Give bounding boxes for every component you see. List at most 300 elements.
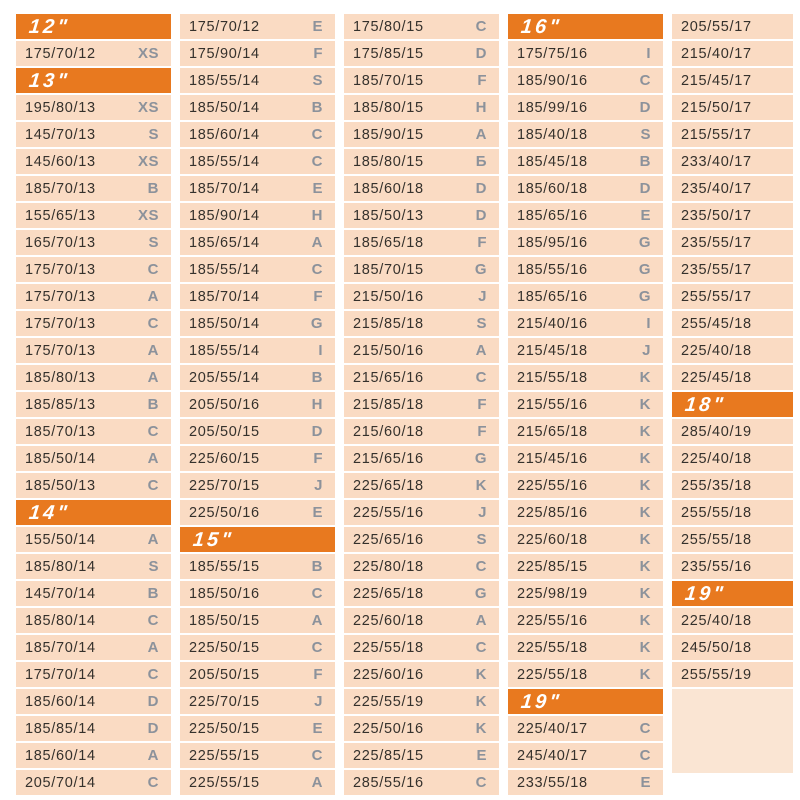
tire-size-value: 155/50/14: [25, 531, 96, 548]
tire-size-row: [508, 527, 663, 552]
index-code-value: F: [477, 423, 487, 440]
index-code-value: S: [476, 531, 487, 548]
tire-size-value: 185/80/14: [25, 558, 96, 575]
index-code-value: C: [147, 774, 159, 791]
diameter-header-label: 15": [191, 528, 235, 551]
index-code-value: K: [639, 531, 651, 548]
tire-size-value: 175/70/13: [25, 342, 96, 359]
tire-size-value: 225/65/18: [353, 477, 424, 494]
tire-size-value: 145/70/13: [25, 126, 96, 143]
index-code-value: H: [311, 207, 323, 224]
index-code-value: D: [147, 720, 159, 737]
index-code-value: B: [639, 153, 651, 170]
tire-size-value: 225/65/18: [353, 585, 424, 602]
tire-size-row: [344, 176, 499, 201]
tire-size-row: [508, 392, 663, 417]
index-code-value: K: [475, 477, 487, 494]
tire-size-row: [672, 338, 793, 363]
tire-size-row: [508, 608, 663, 633]
index-code-value: F: [477, 234, 487, 251]
tire-size-value: 205/55/14: [189, 369, 260, 386]
tire-size-value: 225/50/16: [353, 720, 424, 737]
tire-size-value: 185/70/13: [25, 180, 96, 197]
tire-size-value: 175/70/13: [25, 315, 96, 332]
tire-size-value: 185/55/14: [189, 72, 260, 89]
index-code-value: C: [639, 72, 651, 89]
tire-size-value: 225/50/16: [189, 504, 260, 521]
tire-size-value: 185/45/18: [517, 153, 588, 170]
diameter-section-header: [16, 500, 171, 525]
index-code-value: S: [148, 558, 159, 575]
index-code-value: K: [639, 639, 651, 656]
tire-size-row: [344, 635, 499, 660]
tire-size-value: 225/70/15: [189, 477, 260, 494]
index-code-value: XS: [137, 99, 159, 116]
index-code-value: K: [639, 612, 651, 629]
index-code-value: A: [147, 531, 159, 548]
index-code-value: K: [639, 504, 651, 521]
tire-size-value: 185/85/13: [25, 396, 96, 413]
tire-size-row: [672, 473, 793, 498]
tire-size-value: 235/50/17: [681, 207, 752, 224]
tire-size-row: [344, 581, 499, 606]
tire-size-value: 205/50/15: [189, 666, 260, 683]
tire-size-value: 185/65/16: [517, 288, 588, 305]
index-code-value: J: [478, 288, 487, 305]
index-code-value: B: [311, 369, 323, 386]
diameter-section-header: [508, 14, 663, 39]
tire-size-row: [344, 743, 499, 768]
tire-size-row: [16, 689, 171, 714]
index-code-value: S: [312, 72, 323, 89]
index-code-value: D: [639, 99, 651, 116]
index-code-value: J: [478, 504, 487, 521]
tire-size-value: 205/50/15: [189, 423, 260, 440]
index-code-value: G: [474, 585, 487, 602]
index-code-value: S: [640, 126, 651, 143]
tire-size-row: [16, 338, 171, 363]
tire-size-row: [180, 149, 335, 174]
tire-size-value: 205/70/14: [25, 774, 96, 791]
tire-size-value: 235/55/16: [681, 558, 752, 575]
tire-size-value: 185/70/13: [25, 423, 96, 440]
tire-size-value: 225/55/16: [517, 477, 588, 494]
index-code-value: C: [311, 153, 323, 170]
tire-size-value: 185/60/18: [353, 180, 424, 197]
tire-size-value: 225/45/18: [681, 369, 752, 386]
tire-size-row: [508, 284, 663, 309]
size-column-2: [180, 14, 335, 800]
tire-size-value: 145/60/13: [25, 153, 96, 170]
tire-size-value: 185/90/14: [189, 207, 260, 224]
tire-size-value: 175/80/15: [353, 18, 424, 35]
tire-size-row: [180, 14, 335, 39]
tire-size-value: 225/85/15: [353, 747, 424, 764]
tire-size-row: [16, 662, 171, 687]
tire-size-value: 225/55/16: [517, 612, 588, 629]
tire-size-value: 185/50/16: [189, 585, 260, 602]
tire-size-value: 185/95/16: [517, 234, 588, 251]
tire-size-row: [672, 203, 793, 228]
index-code-value: E: [312, 18, 323, 35]
index-code-value: F: [313, 666, 323, 683]
tire-size-value: 225/40/18: [681, 450, 752, 467]
tire-size-value: 235/55/17: [681, 261, 752, 278]
tire-size-row: [344, 41, 499, 66]
tire-size-row: [16, 122, 171, 147]
tire-size-value: 225/55/15: [189, 774, 260, 791]
index-code-value: C: [147, 261, 159, 278]
diameter-section-header: [672, 581, 793, 606]
tire-size-row: [16, 770, 171, 795]
tire-size-row: [508, 176, 663, 201]
index-code-value: D: [475, 180, 487, 197]
tire-size-row: [16, 95, 171, 120]
index-code-value: G: [474, 450, 487, 467]
index-code-value: C: [311, 747, 323, 764]
index-code-value: D: [311, 423, 323, 440]
index-code-value: A: [475, 342, 487, 359]
tire-size-row: [344, 149, 499, 174]
tire-size-value: 175/70/12: [25, 45, 96, 62]
tire-size-row: [16, 608, 171, 633]
tire-size-row: [508, 365, 663, 390]
tire-size-row: [508, 662, 663, 687]
tire-size-value: 185/65/14: [189, 234, 260, 251]
index-code-value: A: [147, 450, 159, 467]
index-code-value: D: [475, 207, 487, 224]
tire-size-value: 225/50/15: [189, 720, 260, 737]
tire-size-row: [344, 500, 499, 525]
tire-size-value: 215/85/18: [353, 315, 424, 332]
tire-size-row: [344, 95, 499, 120]
index-code-value: C: [639, 720, 651, 737]
index-code-value: F: [477, 72, 487, 89]
tire-size-value: 185/70/14: [189, 180, 260, 197]
index-code-value: J: [314, 477, 323, 494]
index-code-value: B: [147, 180, 159, 197]
index-code-value: I: [318, 342, 323, 359]
tire-size-value: 215/50/17: [681, 99, 752, 116]
tire-size-row: [16, 527, 171, 552]
tire-size-value: 235/55/17: [681, 234, 752, 251]
tire-size-value: 215/55/18: [517, 369, 588, 386]
tire-size-value: 225/40/18: [681, 612, 752, 629]
tire-size-row: [180, 95, 335, 120]
tire-size-row: [344, 68, 499, 93]
tire-size-row: [180, 257, 335, 282]
tire-size-row: [180, 608, 335, 633]
tire-size-value: 185/55/14: [189, 261, 260, 278]
tire-size-row: [508, 230, 663, 255]
index-code-value: A: [475, 126, 487, 143]
tire-size-value: 245/50/18: [681, 639, 752, 656]
tire-size-row: [672, 419, 793, 444]
tire-size-value: 255/55/18: [681, 531, 752, 548]
index-code-value: A: [147, 639, 159, 656]
tire-size-value: 205/55/17: [681, 18, 752, 35]
tire-size-row: [508, 203, 663, 228]
tire-size-row: [344, 689, 499, 714]
index-code-value: XS: [137, 153, 159, 170]
tire-size-row: [16, 257, 171, 282]
tire-size-row: [16, 581, 171, 606]
tire-size-value: 185/90/15: [353, 126, 424, 143]
tire-size-row: [180, 716, 335, 741]
index-code-value: C: [311, 639, 323, 656]
index-code-value: K: [475, 666, 487, 683]
tire-size-value: 185/65/18: [353, 234, 424, 251]
index-code-value: C: [147, 423, 159, 440]
index-code-value: J: [314, 693, 323, 710]
index-code-value: A: [147, 747, 159, 764]
index-code-value: C: [639, 747, 651, 764]
tire-size-value: 185/55/15: [189, 558, 260, 575]
tire-size-value: 185/80/13: [25, 369, 96, 386]
tire-size-row: [180, 365, 335, 390]
index-code-value: K: [639, 666, 651, 683]
size-column-5: [672, 14, 793, 800]
tire-size-value: 225/55/18: [353, 639, 424, 656]
index-code-value: A: [311, 612, 323, 629]
tire-size-row: [672, 95, 793, 120]
index-code-value: C: [147, 315, 159, 332]
tire-size-row: [344, 446, 499, 471]
tire-size-row: [344, 392, 499, 417]
tire-size-value: 225/40/18: [681, 342, 752, 359]
tire-size-value: 215/40/16: [517, 315, 588, 332]
tire-size-row: [344, 284, 499, 309]
tire-size-row: [344, 419, 499, 444]
tire-size-value: 205/50/16: [189, 396, 260, 413]
tire-size-row: [508, 68, 663, 93]
tire-size-row: [344, 230, 499, 255]
tire-size-value: 185/65/16: [517, 207, 588, 224]
tire-size-row: [344, 311, 499, 336]
tire-size-value: 225/98/19: [517, 585, 588, 602]
tire-size-value: 185/80/14: [25, 612, 96, 629]
tire-size-row: [16, 365, 171, 390]
tire-size-value: 155/65/13: [25, 207, 96, 224]
tire-size-value: 225/55/18: [517, 666, 588, 683]
tire-size-value: 215/60/18: [353, 423, 424, 440]
tire-size-value: 185/70/14: [25, 639, 96, 656]
tire-size-row: [672, 635, 793, 660]
index-code-value: I: [646, 315, 651, 332]
tire-size-value: 215/55/17: [681, 126, 752, 143]
tire-size-row: [508, 635, 663, 660]
tire-size-value: 225/55/19: [353, 693, 424, 710]
index-code-value: S: [476, 315, 487, 332]
tire-size-value: 185/99/16: [517, 99, 588, 116]
tire-size-value: 285/55/16: [353, 774, 424, 791]
index-code-value: E: [640, 207, 651, 224]
tire-size-row: [180, 635, 335, 660]
diameter-header-label: 18": [683, 393, 727, 416]
tire-size-value: 175/70/12: [189, 18, 260, 35]
tire-size-value: 225/60/18: [517, 531, 588, 548]
index-code-value: S: [148, 234, 159, 251]
tire-size-row: [672, 230, 793, 255]
index-code-value: F: [313, 45, 323, 62]
index-code-value: A: [311, 774, 323, 791]
index-code-value: D: [475, 45, 487, 62]
tire-size-row: [180, 770, 335, 795]
tire-size-row: [672, 122, 793, 147]
tire-size-row: [672, 662, 793, 687]
tire-size-row: [672, 149, 793, 174]
tire-size-row: [344, 527, 499, 552]
tire-size-value: 225/55/16: [353, 504, 424, 521]
tire-size-value: 185/50/15: [189, 612, 260, 629]
tire-size-row: [672, 554, 793, 579]
index-code-value: G: [310, 315, 323, 332]
index-code-value: H: [311, 396, 323, 413]
index-code-value: D: [147, 693, 159, 710]
tire-size-value: 185/50/13: [25, 477, 96, 494]
tire-size-row: [180, 581, 335, 606]
diameter-header-label: 19": [683, 582, 727, 605]
index-code-value: D: [639, 180, 651, 197]
tire-size-row: [16, 554, 171, 579]
index-code-value: C: [147, 612, 159, 629]
tire-size-value: 185/80/15: [353, 153, 424, 170]
diameter-section-header: [16, 68, 171, 93]
tire-size-value: 215/55/16: [517, 396, 588, 413]
tire-size-row: [344, 203, 499, 228]
tire-size-value: 255/55/19: [681, 666, 752, 683]
tire-size-value: 175/90/14: [189, 45, 260, 62]
tire-size-row: [180, 473, 335, 498]
index-code-value: H: [475, 99, 487, 116]
tire-size-row: [508, 41, 663, 66]
index-code-value: F: [313, 288, 323, 305]
tire-size-value: 233/40/17: [681, 153, 752, 170]
tire-size-value: 185/55/16: [517, 261, 588, 278]
tire-size-value: 215/65/16: [353, 450, 424, 467]
index-code-value: E: [476, 747, 487, 764]
tire-size-value: 185/70/14: [189, 288, 260, 305]
tire-size-value: 225/50/15: [189, 639, 260, 656]
index-code-value: G: [638, 288, 651, 305]
tire-size-row: [344, 122, 499, 147]
tire-size-row: [16, 311, 171, 336]
index-code-value: A: [147, 288, 159, 305]
tire-size-row: [16, 635, 171, 660]
tire-size-row: [344, 14, 499, 39]
tire-size-row: [508, 770, 663, 795]
tire-size-value: 225/80/18: [353, 558, 424, 575]
empty-panel: [672, 689, 793, 773]
tire-size-row: [180, 41, 335, 66]
tire-size-row: [180, 284, 335, 309]
diameter-header-label: 16": [519, 15, 563, 38]
index-code-value: S: [148, 126, 159, 143]
tire-size-value: 215/50/16: [353, 288, 424, 305]
tire-size-row: [16, 284, 171, 309]
tire-size-row: [16, 230, 171, 255]
tire-size-row: [508, 716, 663, 741]
index-code-value: K: [639, 369, 651, 386]
index-code-value: A: [311, 234, 323, 251]
tire-size-value: 215/65/18: [517, 423, 588, 440]
tire-size-value: 185/55/14: [189, 342, 260, 359]
tire-size-value: 225/70/15: [189, 693, 260, 710]
diameter-section-header: [508, 689, 663, 714]
tire-size-value: 175/75/16: [517, 45, 588, 62]
tire-size-row: [672, 284, 793, 309]
tire-size-value: 225/60/15: [189, 450, 260, 467]
tire-size-value: 225/85/15: [517, 558, 588, 575]
tire-size-value: 185/80/15: [353, 99, 424, 116]
diameter-header-label: 12": [27, 15, 71, 38]
tire-size-row: [344, 473, 499, 498]
tire-size-row: [16, 203, 171, 228]
diameter-section-header: [672, 392, 793, 417]
tire-size-row: [16, 176, 171, 201]
tire-size-row: [508, 257, 663, 282]
tire-size-value: 185/50/14: [189, 315, 260, 332]
tire-size-value: 175/70/14: [25, 666, 96, 683]
tire-size-value: 185/70/15: [353, 72, 424, 89]
index-code-value: G: [474, 261, 487, 278]
diameter-section-header: [180, 527, 335, 552]
tire-size-value: 215/40/17: [681, 45, 752, 62]
tire-size-value: 215/45/18: [517, 342, 588, 359]
tire-size-row: [16, 473, 171, 498]
tire-size-value: 255/55/18: [681, 504, 752, 521]
index-code-value: C: [147, 477, 159, 494]
tire-size-row: [508, 419, 663, 444]
tire-size-row: [180, 203, 335, 228]
tire-size-row: [672, 14, 793, 39]
tire-size-row: [344, 608, 499, 633]
tire-size-row: [180, 662, 335, 687]
tire-size-row: [344, 338, 499, 363]
tire-size-value: 255/35/18: [681, 477, 752, 494]
tire-size-value: 195/80/13: [25, 99, 96, 116]
tire-size-row: [180, 743, 335, 768]
index-code-value: A: [475, 612, 487, 629]
index-code-value: E: [312, 720, 323, 737]
tire-size-value: 175/70/13: [25, 261, 96, 278]
index-code-value: A: [147, 342, 159, 359]
size-column-3: [344, 14, 499, 800]
tire-size-row: [508, 149, 663, 174]
tire-size-row: [508, 581, 663, 606]
index-code-value: A: [147, 369, 159, 386]
tire-size-row: [672, 41, 793, 66]
tire-size-value: 145/70/14: [25, 585, 96, 602]
tire-size-value: 255/55/17: [681, 288, 752, 305]
tire-size-row: [180, 68, 335, 93]
tire-size-row: [508, 554, 663, 579]
tire-size-row: [180, 419, 335, 444]
index-code-value: K: [639, 423, 651, 440]
tire-size-value: 225/55/18: [517, 639, 588, 656]
tire-size-row: [672, 527, 793, 552]
tire-size-row: [180, 392, 335, 417]
tire-size-value: 215/65/16: [353, 369, 424, 386]
tire-size-row: [508, 473, 663, 498]
tire-size-row: [16, 743, 171, 768]
tire-size-row: [508, 122, 663, 147]
index-code-value: F: [477, 396, 487, 413]
tire-size-row: [508, 743, 663, 768]
tire-size-row: [180, 122, 335, 147]
index-code-value: K: [639, 450, 651, 467]
tire-size-value: 185/60/14: [25, 693, 96, 710]
